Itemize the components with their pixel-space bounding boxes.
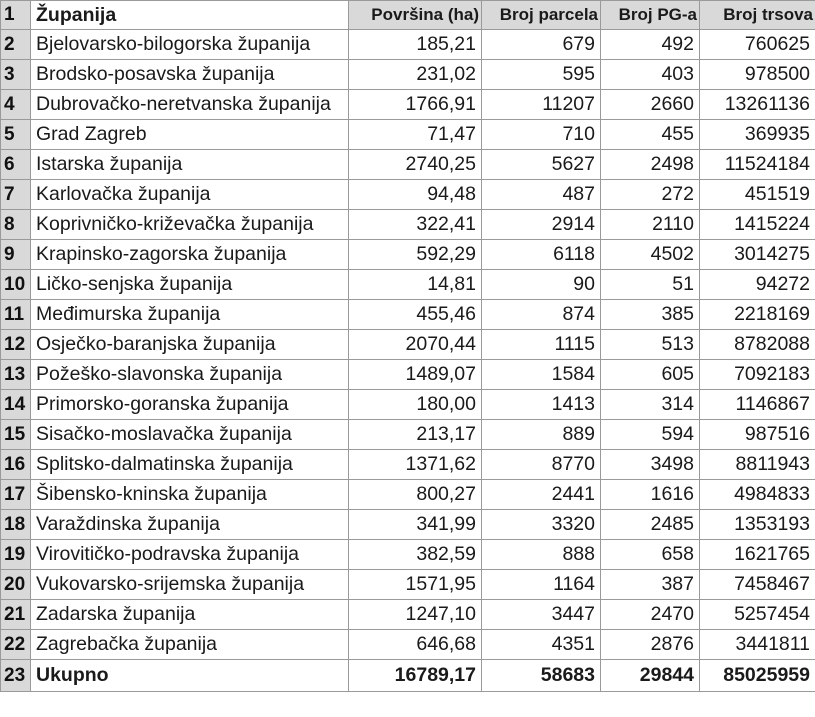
vines-cell[interactable]: 7458467 <box>700 570 815 600</box>
farms-cell[interactable]: 272 <box>601 180 700 210</box>
farms-cell[interactable]: 2110 <box>601 210 700 240</box>
farms-cell[interactable]: 492 <box>601 30 700 60</box>
farms-cell[interactable]: 455 <box>601 120 700 150</box>
county-cell[interactable]: Vukovarsko-srijemska županija <box>31 570 349 600</box>
area-cell[interactable]: 231,02 <box>349 60 482 90</box>
table-row <box>1 60 815 90</box>
table-row <box>1 180 815 210</box>
county-cell[interactable]: Zadarska županija <box>31 600 349 630</box>
parcels-cell[interactable]: 8770 <box>482 450 601 480</box>
area-cell[interactable]: 180,00 <box>349 390 482 420</box>
area-cell[interactable]: 213,17 <box>349 420 482 450</box>
table-row <box>1 240 815 270</box>
vines-cell[interactable]: 3441811 <box>700 630 815 660</box>
parcels-cell[interactable]: 889 <box>482 420 601 450</box>
parcels-cell[interactable]: 3447 <box>482 600 601 630</box>
table-row <box>1 150 815 180</box>
row-number[interactable]: 15 <box>1 420 31 450</box>
area-cell[interactable]: 455,46 <box>349 300 482 330</box>
vines-cell[interactable]: 978500 <box>700 60 815 90</box>
parcels-cell[interactable]: 3320 <box>482 510 601 540</box>
vines-cell[interactable]: 1146867 <box>700 390 815 420</box>
vines-cell[interactable]: 451519 <box>700 180 815 210</box>
county-cell[interactable]: Brodsko-posavska županija <box>31 60 349 90</box>
vines-cell[interactable]: 1621765 <box>700 540 815 570</box>
parcels-cell[interactable]: 595 <box>482 60 601 90</box>
vines-cell[interactable]: 8782088 <box>700 330 815 360</box>
farms-cell[interactable]: 403 <box>601 60 700 90</box>
county-cell[interactable]: Koprivničko-križevačka županija <box>31 210 349 240</box>
area-cell[interactable]: 382,59 <box>349 540 482 570</box>
table-row <box>1 450 815 480</box>
row-number[interactable]: 13 <box>1 360 31 390</box>
parcels-cell[interactable]: 6118 <box>482 240 601 270</box>
vines-cell[interactable]: 8811943 <box>700 450 815 480</box>
county-cell[interactable]: Zagrebačka županija <box>31 630 349 660</box>
table-row <box>1 540 815 570</box>
row-number[interactable]: 20 <box>1 570 31 600</box>
farms-cell[interactable]: 2876 <box>601 630 700 660</box>
column-header-area[interactable]: Površina (ha) <box>349 1 482 30</box>
column-header-farms[interactable]: Broj PG-a <box>601 1 700 30</box>
area-cell[interactable]: 94,48 <box>349 180 482 210</box>
county-cell[interactable]: Primorsko-goranska županija <box>31 390 349 420</box>
parcels-cell[interactable]: 4351 <box>482 630 601 660</box>
row-number[interactable]: 12 <box>1 330 31 360</box>
county-cell[interactable]: Krapinsko-zagorska županija <box>31 240 349 270</box>
parcels-cell[interactable]: 487 <box>482 180 601 210</box>
county-cell[interactable]: Međimurska županija <box>31 300 349 330</box>
table-row <box>1 90 815 120</box>
farms-cell[interactable]: 658 <box>601 540 700 570</box>
parcels-cell[interactable]: 710 <box>482 120 601 150</box>
farms-cell[interactable]: 2498 <box>601 150 700 180</box>
table-row <box>1 360 815 390</box>
county-cell[interactable]: Karlovačka županija <box>31 180 349 210</box>
county-cell[interactable]: Splitsko-dalmatinska županija <box>31 450 349 480</box>
row-number[interactable]: 18 <box>1 510 31 540</box>
total-area[interactable]: 16789,17 <box>349 660 482 692</box>
row-number[interactable]: 21 <box>1 600 31 630</box>
vines-cell[interactable]: 1415224 <box>700 210 815 240</box>
area-cell[interactable]: 646,68 <box>349 630 482 660</box>
row-number[interactable]: 3 <box>1 60 31 90</box>
table-row <box>1 210 815 240</box>
county-cell[interactable]: Virovitičko-podravska županija <box>31 540 349 570</box>
table-row <box>1 570 815 600</box>
area-cell[interactable]: 1489,07 <box>349 360 482 390</box>
area-cell[interactable]: 1766,91 <box>349 90 482 120</box>
row-number[interactable]: 23 <box>1 660 31 692</box>
area-cell[interactable]: 1247,10 <box>349 600 482 630</box>
table-row <box>1 270 815 300</box>
area-cell[interactable]: 185,21 <box>349 30 482 60</box>
row-number[interactable]: 9 <box>1 240 31 270</box>
farms-cell[interactable]: 513 <box>601 330 700 360</box>
vines-cell[interactable]: 1353193 <box>700 510 815 540</box>
vines-cell[interactable]: 3014275 <box>700 240 815 270</box>
farms-cell[interactable]: 387 <box>601 570 700 600</box>
parcels-cell[interactable]: 874 <box>482 300 601 330</box>
area-cell[interactable]: 800,27 <box>349 480 482 510</box>
farms-cell[interactable]: 1616 <box>601 480 700 510</box>
row-number[interactable]: 14 <box>1 390 31 420</box>
county-cell[interactable]: Bjelovarsko-bilogorska županija <box>31 30 349 60</box>
row-number[interactable]: 11 <box>1 300 31 330</box>
total-farms[interactable]: 29844 <box>601 660 700 692</box>
farms-cell[interactable]: 51 <box>601 270 700 300</box>
row-number[interactable]: 16 <box>1 450 31 480</box>
total-row <box>1 660 815 692</box>
vines-cell[interactable]: 11524184 <box>700 150 815 180</box>
vines-cell[interactable]: 369935 <box>700 120 815 150</box>
row-number[interactable]: 1 <box>1 1 31 30</box>
header-row <box>1 1 815 30</box>
parcels-cell[interactable]: 2914 <box>482 210 601 240</box>
area-cell[interactable]: 2740,25 <box>349 150 482 180</box>
vines-cell[interactable]: 7092183 <box>700 360 815 390</box>
table-row <box>1 420 815 450</box>
county-cell[interactable]: Istarska županija <box>31 150 349 180</box>
parcels-cell[interactable]: 1413 <box>482 390 601 420</box>
area-cell[interactable]: 1571,95 <box>349 570 482 600</box>
parcels-cell[interactable]: 888 <box>482 540 601 570</box>
parcels-cell[interactable]: 679 <box>482 30 601 60</box>
farms-cell[interactable]: 2660 <box>601 90 700 120</box>
row-number[interactable]: 6 <box>1 150 31 180</box>
table-row <box>1 330 815 360</box>
column-header-county[interactable]: Županija <box>31 1 349 30</box>
vines-cell[interactable]: 987516 <box>700 420 815 450</box>
farms-cell[interactable]: 314 <box>601 390 700 420</box>
row-number[interactable]: 22 <box>1 630 31 660</box>
table-row <box>1 600 815 630</box>
row-number[interactable]: 5 <box>1 120 31 150</box>
county-cell[interactable]: Osječko-baranjska županija <box>31 330 349 360</box>
vines-cell[interactable]: 760625 <box>700 30 815 60</box>
county-cell[interactable]: Ličko-senjska županija <box>31 270 349 300</box>
row-number[interactable]: 19 <box>1 540 31 570</box>
table-row <box>1 390 815 420</box>
county-cell[interactable]: Dubrovačko-neretvanska županija <box>31 90 349 120</box>
table-row <box>1 510 815 540</box>
parcels-cell[interactable]: 90 <box>482 270 601 300</box>
parcels-cell[interactable]: 11207 <box>482 90 601 120</box>
county-cell[interactable]: Šibensko-kninska županija <box>31 480 349 510</box>
row-number[interactable]: 17 <box>1 480 31 510</box>
farms-cell[interactable]: 3498 <box>601 450 700 480</box>
row-number[interactable]: 7 <box>1 180 31 210</box>
farms-cell[interactable]: 594 <box>601 420 700 450</box>
row-number[interactable]: 10 <box>1 270 31 300</box>
column-header-parcels[interactable]: Broj parcela <box>482 1 601 30</box>
row-number[interactable]: 4 <box>1 90 31 120</box>
column-header-vines[interactable]: Broj trsova <box>700 1 815 30</box>
total-parcels[interactable]: 58683 <box>482 660 601 692</box>
area-cell[interactable]: 341,99 <box>349 510 482 540</box>
area-cell[interactable]: 592,29 <box>349 240 482 270</box>
area-cell[interactable]: 2070,44 <box>349 330 482 360</box>
vines-cell[interactable]: 13261136 <box>700 90 815 120</box>
farms-cell[interactable]: 605 <box>601 360 700 390</box>
parcels-cell[interactable]: 5627 <box>482 150 601 180</box>
area-cell[interactable]: 1371,62 <box>349 450 482 480</box>
table-row <box>1 120 815 150</box>
parcels-cell[interactable]: 1584 <box>482 360 601 390</box>
parcels-cell[interactable]: 1164 <box>482 570 601 600</box>
farms-cell[interactable]: 385 <box>601 300 700 330</box>
table-row <box>1 630 815 660</box>
county-cell[interactable]: Požeško-slavonska županija <box>31 360 349 390</box>
table-row <box>1 30 815 60</box>
farms-cell[interactable]: 2485 <box>601 510 700 540</box>
area-cell[interactable]: 14,81 <box>349 270 482 300</box>
vines-cell[interactable]: 5257454 <box>700 600 815 630</box>
total-label[interactable]: Ukupno <box>31 660 349 692</box>
table-row <box>1 480 815 510</box>
county-cell[interactable]: Sisačko-moslavačka županija <box>31 420 349 450</box>
row-number[interactable]: 2 <box>1 30 31 60</box>
county-cell[interactable]: Grad Zagreb <box>31 120 349 150</box>
vines-cell[interactable]: 4984833 <box>700 480 815 510</box>
parcels-cell[interactable]: 1115 <box>482 330 601 360</box>
total-vines[interactable]: 85025959 <box>700 660 815 692</box>
area-cell[interactable]: 322,41 <box>349 210 482 240</box>
table-row <box>1 300 815 330</box>
vines-cell[interactable]: 94272 <box>700 270 815 300</box>
farms-cell[interactable]: 4502 <box>601 240 700 270</box>
county-cell[interactable]: Varaždinska županija <box>31 510 349 540</box>
vines-cell[interactable]: 2218169 <box>700 300 815 330</box>
farms-cell[interactable]: 2470 <box>601 600 700 630</box>
parcels-cell[interactable]: 2441 <box>482 480 601 510</box>
row-number[interactable]: 8 <box>1 210 31 240</box>
area-cell[interactable]: 71,47 <box>349 120 482 150</box>
